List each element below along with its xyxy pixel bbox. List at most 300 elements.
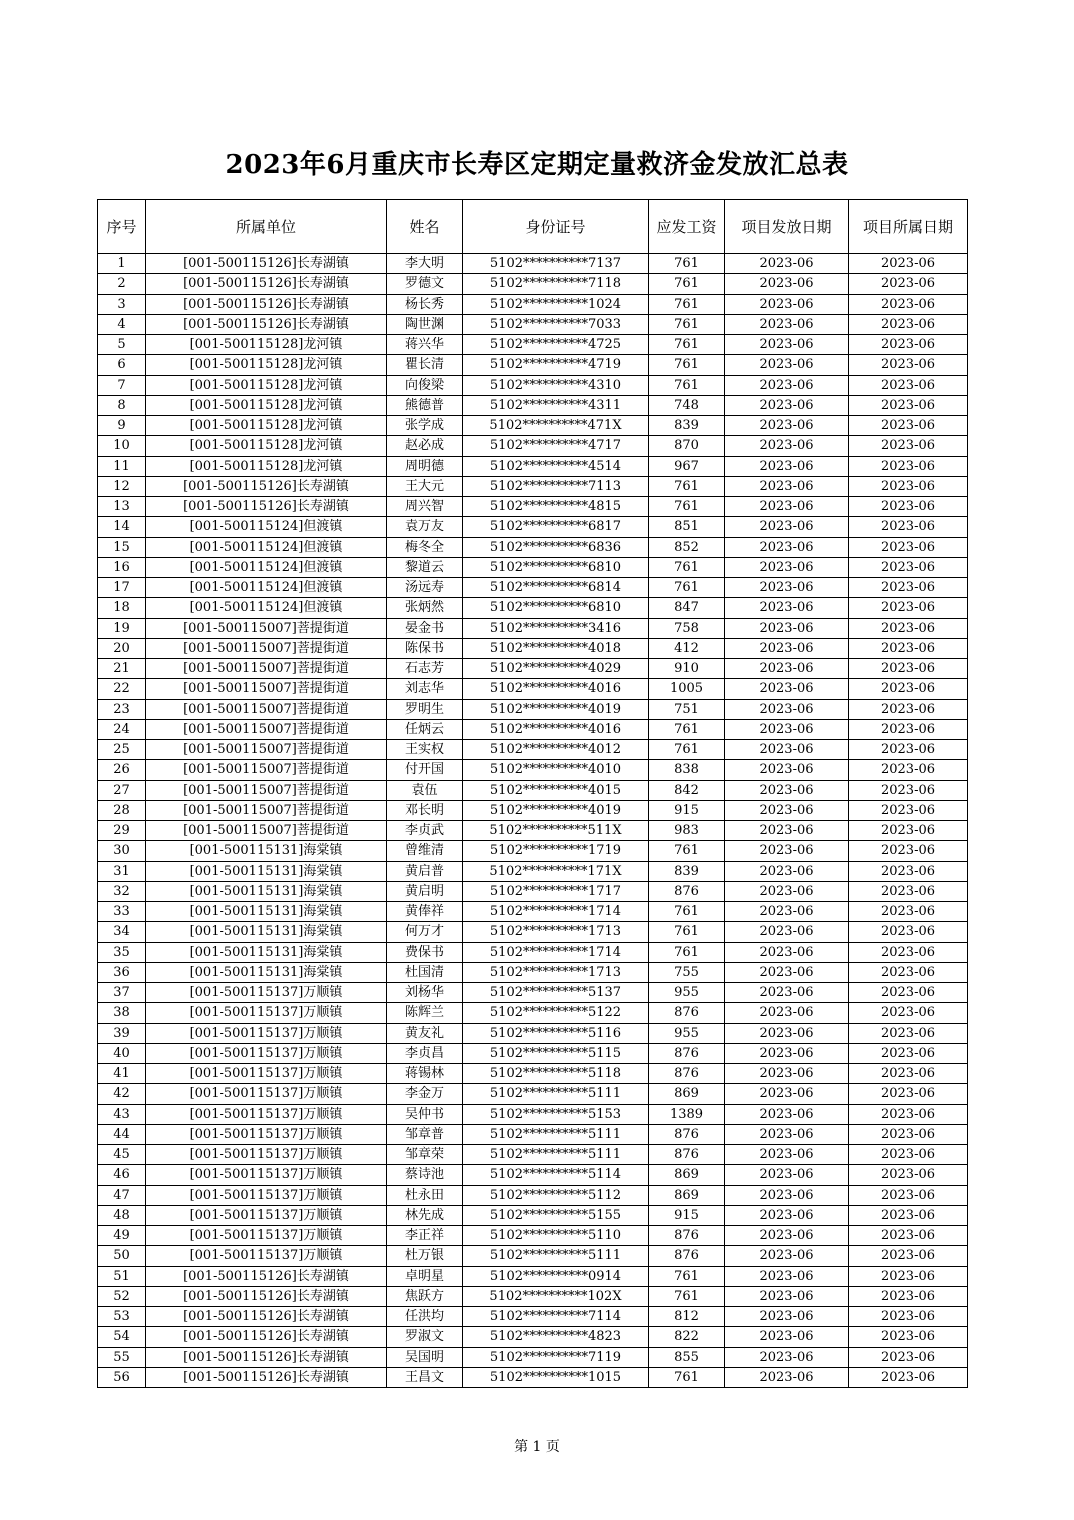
cell-index: 42 (98, 1084, 146, 1104)
cell-unit: [001-500115137]万顺镇 (146, 1246, 387, 1266)
cell-name: 卓明星 (387, 1266, 463, 1286)
cell-issue-date: 2023-06 (725, 1286, 849, 1306)
cell-unit: [001-500115128]龙河镇 (146, 355, 387, 375)
cell-payable: 812 (649, 1307, 725, 1327)
cell-period-date: 2023-06 (849, 800, 968, 820)
table-row (98, 942, 968, 962)
cell-payable: 761 (649, 902, 725, 922)
cell-period-date: 2023-06 (849, 679, 968, 699)
cell-unit: [001-500115126]长寿湖镇 (146, 254, 387, 274)
cell-id-number: 5102**********7114 (463, 1307, 649, 1327)
cell-name: 周明德 (387, 456, 463, 476)
cell-issue-date: 2023-06 (725, 1347, 849, 1367)
cell-name: 费保书 (387, 942, 463, 962)
cell-name: 李正祥 (387, 1226, 463, 1246)
cell-name: 罗淑文 (387, 1327, 463, 1347)
cell-payable: 761 (649, 719, 725, 739)
cell-name: 杨长秀 (387, 294, 463, 314)
cell-name: 邹章普 (387, 1124, 463, 1144)
cell-unit: [001-500115126]长寿湖镇 (146, 1307, 387, 1327)
table-row (98, 416, 968, 436)
cell-unit: [001-500115124]但渡镇 (146, 537, 387, 557)
cell-unit: [001-500115137]万顺镇 (146, 1205, 387, 1225)
cell-name: 蒋兴华 (387, 335, 463, 355)
cell-index: 14 (98, 517, 146, 537)
cell-payable: 847 (649, 598, 725, 618)
cell-index: 16 (98, 557, 146, 577)
cell-payable: 761 (649, 1266, 725, 1286)
cell-id-number: 5102**********6810 (463, 598, 649, 618)
cell-name: 赵必成 (387, 436, 463, 456)
cell-issue-date: 2023-06 (725, 699, 849, 719)
cell-period-date: 2023-06 (849, 760, 968, 780)
table-row (98, 1145, 968, 1165)
cell-payable: 761 (649, 254, 725, 274)
cell-index: 28 (98, 800, 146, 820)
cell-name: 黄启明 (387, 881, 463, 901)
table-row (98, 659, 968, 679)
cell-payable: 839 (649, 416, 725, 436)
cell-issue-date: 2023-06 (725, 618, 849, 638)
cell-id-number: 5102**********7119 (463, 1347, 649, 1367)
cell-unit: [001-500115128]龙河镇 (146, 456, 387, 476)
cell-name: 蒋锡林 (387, 1064, 463, 1084)
cell-payable: 1005 (649, 679, 725, 699)
cell-period-date: 2023-06 (849, 1104, 968, 1124)
cell-id-number: 5102**********6810 (463, 557, 649, 577)
cell-period-date: 2023-06 (849, 962, 968, 982)
cell-unit: [001-500115126]长寿湖镇 (146, 476, 387, 496)
cell-unit: [001-500115131]海棠镇 (146, 861, 387, 881)
cell-issue-date: 2023-06 (725, 294, 849, 314)
cell-unit: [001-500115131]海棠镇 (146, 902, 387, 922)
cell-index: 24 (98, 719, 146, 739)
cell-id-number: 5102**********4018 (463, 638, 649, 658)
cell-index: 31 (98, 861, 146, 881)
cell-id-number: 5102**********4016 (463, 679, 649, 699)
cell-id-number: 5102**********1713 (463, 962, 649, 982)
cell-index: 32 (98, 881, 146, 901)
cell-index: 52 (98, 1286, 146, 1306)
cell-unit: [001-500115131]海棠镇 (146, 942, 387, 962)
table-row (98, 780, 968, 800)
page-title: 2023年6月重庆市长寿区定期定量救济金发放汇总表 (225, 150, 849, 180)
cell-issue-date: 2023-06 (725, 274, 849, 294)
cell-unit: [001-500115137]万顺镇 (146, 1104, 387, 1124)
table-body (98, 254, 968, 1388)
cell-period-date: 2023-06 (849, 983, 968, 1003)
cell-issue-date: 2023-06 (725, 578, 849, 598)
cell-period-date: 2023-06 (849, 902, 968, 922)
cell-id-number: 5102**********7113 (463, 476, 649, 496)
cell-unit: [001-500115007]菩提街道 (146, 679, 387, 699)
cell-issue-date: 2023-06 (725, 476, 849, 496)
cell-payable: 876 (649, 1246, 725, 1266)
cell-issue-date: 2023-06 (725, 922, 849, 942)
cell-index: 39 (98, 1023, 146, 1043)
cell-payable: 870 (649, 436, 725, 456)
cell-unit: [001-500115007]菩提街道 (146, 659, 387, 679)
cell-issue-date: 2023-06 (725, 1064, 849, 1084)
cell-unit: [001-500115137]万顺镇 (146, 1145, 387, 1165)
cell-payable: 876 (649, 1064, 725, 1084)
cell-id-number: 5102**********4016 (463, 719, 649, 739)
cell-index: 25 (98, 740, 146, 760)
cell-period-date: 2023-06 (849, 942, 968, 962)
cell-payable: 761 (649, 578, 725, 598)
cell-unit: [001-500115007]菩提街道 (146, 719, 387, 739)
cell-issue-date: 2023-06 (725, 902, 849, 922)
table-row (98, 1266, 968, 1286)
cell-issue-date: 2023-06 (725, 760, 849, 780)
cell-issue-date: 2023-06 (725, 800, 849, 820)
cell-payable: 1389 (649, 1104, 725, 1124)
cell-id-number: 5102**********7118 (463, 274, 649, 294)
cell-name: 林先成 (387, 1205, 463, 1225)
cell-issue-date: 2023-06 (725, 1165, 849, 1185)
cell-name: 付开国 (387, 760, 463, 780)
cell-payable: 876 (649, 1226, 725, 1246)
table-row (98, 1327, 968, 1347)
cell-unit: [001-500115126]长寿湖镇 (146, 497, 387, 517)
table-row (98, 1246, 968, 1266)
cell-unit: [001-500115124]但渡镇 (146, 578, 387, 598)
cell-issue-date: 2023-06 (725, 881, 849, 901)
table-row (98, 719, 968, 739)
cell-issue-date: 2023-06 (725, 821, 849, 841)
cell-unit: [001-500115126]长寿湖镇 (146, 294, 387, 314)
cell-name: 王实权 (387, 740, 463, 760)
cell-unit: [001-500115126]长寿湖镇 (146, 1327, 387, 1347)
cell-issue-date: 2023-06 (725, 1003, 849, 1023)
cell-issue-date: 2023-06 (725, 557, 849, 577)
cell-name: 焦跃方 (387, 1286, 463, 1306)
table-row (98, 1307, 968, 1327)
cell-period-date: 2023-06 (849, 719, 968, 739)
cell-id-number: 5102**********0914 (463, 1266, 649, 1286)
cell-period-date: 2023-06 (849, 294, 968, 314)
table-row (98, 395, 968, 415)
cell-name: 何万才 (387, 922, 463, 942)
cell-id-number: 5102**********1717 (463, 881, 649, 901)
cell-index: 22 (98, 679, 146, 699)
cell-issue-date: 2023-06 (725, 1145, 849, 1165)
cell-id-number: 5102**********5111 (463, 1246, 649, 1266)
cell-index: 6 (98, 355, 146, 375)
cell-id-number: 5102**********5111 (463, 1084, 649, 1104)
table-row (98, 821, 968, 841)
table-row (98, 537, 968, 557)
table-row (98, 274, 968, 294)
cell-index: 47 (98, 1185, 146, 1205)
table-row (98, 335, 968, 355)
cell-index: 23 (98, 699, 146, 719)
cell-issue-date: 2023-06 (725, 598, 849, 618)
cell-period-date: 2023-06 (849, 335, 968, 355)
cell-period-date: 2023-06 (849, 1023, 968, 1043)
cell-payable: 761 (649, 314, 725, 334)
cell-payable: 761 (649, 557, 725, 577)
cell-index: 27 (98, 780, 146, 800)
cell-name: 袁万友 (387, 517, 463, 537)
cell-id-number: 5102**********4015 (463, 780, 649, 800)
cell-period-date: 2023-06 (849, 1347, 968, 1367)
cell-issue-date: 2023-06 (725, 1084, 849, 1104)
cell-id-number: 5102**********5116 (463, 1023, 649, 1043)
cell-name: 吴国明 (387, 1347, 463, 1367)
cell-issue-date: 2023-06 (725, 1226, 849, 1246)
cell-unit: [001-500115137]万顺镇 (146, 1185, 387, 1205)
cell-id-number: 5102**********5155 (463, 1205, 649, 1225)
cell-index: 35 (98, 942, 146, 962)
cell-unit: [001-500115128]龙河镇 (146, 375, 387, 395)
table-row (98, 1003, 968, 1023)
cell-period-date: 2023-06 (849, 497, 968, 517)
cell-index: 50 (98, 1246, 146, 1266)
cell-period-date: 2023-06 (849, 254, 968, 274)
cell-issue-date: 2023-06 (725, 841, 849, 861)
cell-payable: 838 (649, 760, 725, 780)
cell-id-number: 5102**********471X (463, 416, 649, 436)
cell-unit: [001-500115124]但渡镇 (146, 598, 387, 618)
cell-payable: 761 (649, 841, 725, 861)
cell-payable: 761 (649, 942, 725, 962)
cell-unit: [001-500115126]长寿湖镇 (146, 1266, 387, 1286)
table-row (98, 1286, 968, 1306)
cell-payable: 876 (649, 881, 725, 901)
cell-period-date: 2023-06 (849, 1327, 968, 1347)
cell-payable: 983 (649, 821, 725, 841)
cell-period-date: 2023-06 (849, 638, 968, 658)
cell-name: 袁伍 (387, 780, 463, 800)
cell-issue-date: 2023-06 (725, 638, 849, 658)
cell-payable: 967 (649, 456, 725, 476)
cell-period-date: 2023-06 (849, 375, 968, 395)
cell-unit: [001-500115126]长寿湖镇 (146, 274, 387, 294)
cell-id-number: 5102**********5137 (463, 983, 649, 1003)
cell-payable: 851 (649, 517, 725, 537)
cell-id-number: 5102**********4010 (463, 760, 649, 780)
cell-id-number: 5102**********4310 (463, 375, 649, 395)
cell-name: 张学成 (387, 416, 463, 436)
header-payable: 应发工资 (649, 200, 725, 254)
table-row (98, 922, 968, 942)
table-row (98, 881, 968, 901)
cell-id-number: 5102**********5111 (463, 1124, 649, 1144)
cell-id-number: 5102**********3416 (463, 618, 649, 638)
table-row (98, 497, 968, 517)
cell-period-date: 2023-06 (849, 578, 968, 598)
cell-id-number: 5102**********4514 (463, 456, 649, 476)
cell-issue-date: 2023-06 (725, 254, 849, 274)
table-row (98, 841, 968, 861)
table-row (98, 861, 968, 881)
header-issue-date: 项目发放日期 (725, 200, 849, 254)
cell-index: 43 (98, 1104, 146, 1124)
table-row (98, 1023, 968, 1043)
cell-payable: 761 (649, 294, 725, 314)
header-index: 序号 (98, 200, 146, 254)
cell-name: 王昌文 (387, 1367, 463, 1387)
table-row (98, 375, 968, 395)
cell-name: 王大元 (387, 476, 463, 496)
cell-period-date: 2023-06 (849, 1185, 968, 1205)
cell-issue-date: 2023-06 (725, 962, 849, 982)
table-row (98, 1165, 968, 1185)
header-period-date: 项目所属日期 (849, 200, 968, 254)
cell-payable: 876 (649, 1003, 725, 1023)
cell-issue-date: 2023-06 (725, 1104, 849, 1124)
cell-index: 48 (98, 1205, 146, 1225)
cell-period-date: 2023-06 (849, 355, 968, 375)
cell-issue-date: 2023-06 (725, 780, 849, 800)
cell-period-date: 2023-06 (849, 395, 968, 415)
cell-period-date: 2023-06 (849, 1266, 968, 1286)
cell-name: 杜万银 (387, 1246, 463, 1266)
cell-issue-date: 2023-06 (725, 719, 849, 739)
cell-unit: [001-500115124]但渡镇 (146, 557, 387, 577)
cell-index: 38 (98, 1003, 146, 1023)
table-row (98, 1043, 968, 1063)
cell-index: 33 (98, 902, 146, 922)
cell-name: 黄启普 (387, 861, 463, 881)
cell-name: 向俊梁 (387, 375, 463, 395)
cell-index: 44 (98, 1124, 146, 1144)
cell-period-date: 2023-06 (849, 517, 968, 537)
cell-unit: [001-500115128]龙河镇 (146, 416, 387, 436)
cell-id-number: 5102**********5115 (463, 1043, 649, 1063)
cell-id-number: 5102**********1024 (463, 294, 649, 314)
cell-name: 邹章荣 (387, 1145, 463, 1165)
cell-id-number: 5102**********4815 (463, 497, 649, 517)
cell-name: 李金万 (387, 1084, 463, 1104)
cell-index: 9 (98, 416, 146, 436)
cell-issue-date: 2023-06 (725, 1023, 849, 1043)
cell-index: 5 (98, 335, 146, 355)
cell-payable: 876 (649, 1145, 725, 1165)
table-row (98, 436, 968, 456)
cell-payable: 761 (649, 497, 725, 517)
cell-payable: 761 (649, 1367, 725, 1387)
cell-id-number: 5102**********4012 (463, 740, 649, 760)
cell-issue-date: 2023-06 (725, 436, 849, 456)
cell-issue-date: 2023-06 (725, 1367, 849, 1387)
cell-payable: 761 (649, 476, 725, 496)
cell-id-number: 5102**********4717 (463, 436, 649, 456)
cell-payable: 869 (649, 1185, 725, 1205)
table-row (98, 254, 968, 274)
cell-index: 4 (98, 314, 146, 334)
cell-name: 晏金书 (387, 618, 463, 638)
cell-id-number: 5102**********4725 (463, 335, 649, 355)
cell-period-date: 2023-06 (849, 314, 968, 334)
cell-index: 17 (98, 578, 146, 598)
cell-index: 40 (98, 1043, 146, 1063)
cell-unit: [001-500115137]万顺镇 (146, 1124, 387, 1144)
cell-period-date: 2023-06 (849, 1205, 968, 1225)
cell-payable: 955 (649, 1023, 725, 1043)
cell-payable: 915 (649, 1205, 725, 1225)
cell-payable: 748 (649, 395, 725, 415)
cell-index: 45 (98, 1145, 146, 1165)
cell-id-number: 5102**********4311 (463, 395, 649, 415)
cell-unit: [001-500115137]万顺镇 (146, 1226, 387, 1246)
cell-index: 30 (98, 841, 146, 861)
table-row (98, 679, 968, 699)
cell-unit: [001-500115124]但渡镇 (146, 517, 387, 537)
table-row (98, 294, 968, 314)
cell-index: 3 (98, 294, 146, 314)
table-row (98, 578, 968, 598)
cell-name: 罗明生 (387, 699, 463, 719)
cell-unit: [001-500115007]菩提街道 (146, 618, 387, 638)
cell-issue-date: 2023-06 (725, 1185, 849, 1205)
cell-issue-date: 2023-06 (725, 983, 849, 1003)
cell-issue-date: 2023-06 (725, 416, 849, 436)
cell-unit: [001-500115007]菩提街道 (146, 699, 387, 719)
cell-name: 陈保书 (387, 638, 463, 658)
cell-unit: [001-500115007]菩提街道 (146, 740, 387, 760)
cell-period-date: 2023-06 (849, 456, 968, 476)
cell-period-date: 2023-06 (849, 841, 968, 861)
cell-payable: 751 (649, 699, 725, 719)
table-row (98, 699, 968, 719)
cell-payable: 761 (649, 274, 725, 294)
cell-name: 黄俸祥 (387, 902, 463, 922)
cell-index: 19 (98, 618, 146, 638)
cell-issue-date: 2023-06 (725, 659, 849, 679)
table-row (98, 1185, 968, 1205)
cell-name: 黎道云 (387, 557, 463, 577)
cell-index: 15 (98, 537, 146, 557)
cell-id-number: 5102**********171X (463, 861, 649, 881)
cell-payable: 839 (649, 861, 725, 881)
cell-index: 37 (98, 983, 146, 1003)
cell-index: 56 (98, 1367, 146, 1387)
cell-id-number: 5102**********7033 (463, 314, 649, 334)
table-row (98, 314, 968, 334)
cell-index: 21 (98, 659, 146, 679)
cell-id-number: 5102**********5153 (463, 1104, 649, 1124)
cell-index: 20 (98, 638, 146, 658)
cell-id-number: 5102**********102X (463, 1286, 649, 1306)
table-row (98, 517, 968, 537)
cell-unit: [001-500115007]菩提街道 (146, 821, 387, 841)
cell-period-date: 2023-06 (849, 1064, 968, 1084)
header-id-number: 身份证号 (463, 200, 649, 254)
cell-issue-date: 2023-06 (725, 375, 849, 395)
cell-unit: [001-500115128]龙河镇 (146, 335, 387, 355)
cell-id-number: 5102**********1714 (463, 942, 649, 962)
cell-unit: [001-500115128]龙河镇 (146, 395, 387, 415)
cell-unit: [001-500115131]海棠镇 (146, 962, 387, 982)
cell-period-date: 2023-06 (849, 598, 968, 618)
cell-index: 13 (98, 497, 146, 517)
cell-period-date: 2023-06 (849, 618, 968, 638)
cell-period-date: 2023-06 (849, 537, 968, 557)
cell-name: 熊德普 (387, 395, 463, 415)
cell-id-number: 5102**********4719 (463, 355, 649, 375)
cell-unit: [001-500115126]长寿湖镇 (146, 1367, 387, 1387)
cell-payable: 855 (649, 1347, 725, 1367)
cell-id-number: 5102**********5112 (463, 1185, 649, 1205)
table-row (98, 800, 968, 820)
cell-unit: [001-500115007]菩提街道 (146, 780, 387, 800)
cell-issue-date: 2023-06 (725, 1246, 849, 1266)
cell-issue-date: 2023-06 (725, 1307, 849, 1327)
cell-unit: [001-500115137]万顺镇 (146, 1084, 387, 1104)
cell-unit: [001-500115007]菩提街道 (146, 638, 387, 658)
